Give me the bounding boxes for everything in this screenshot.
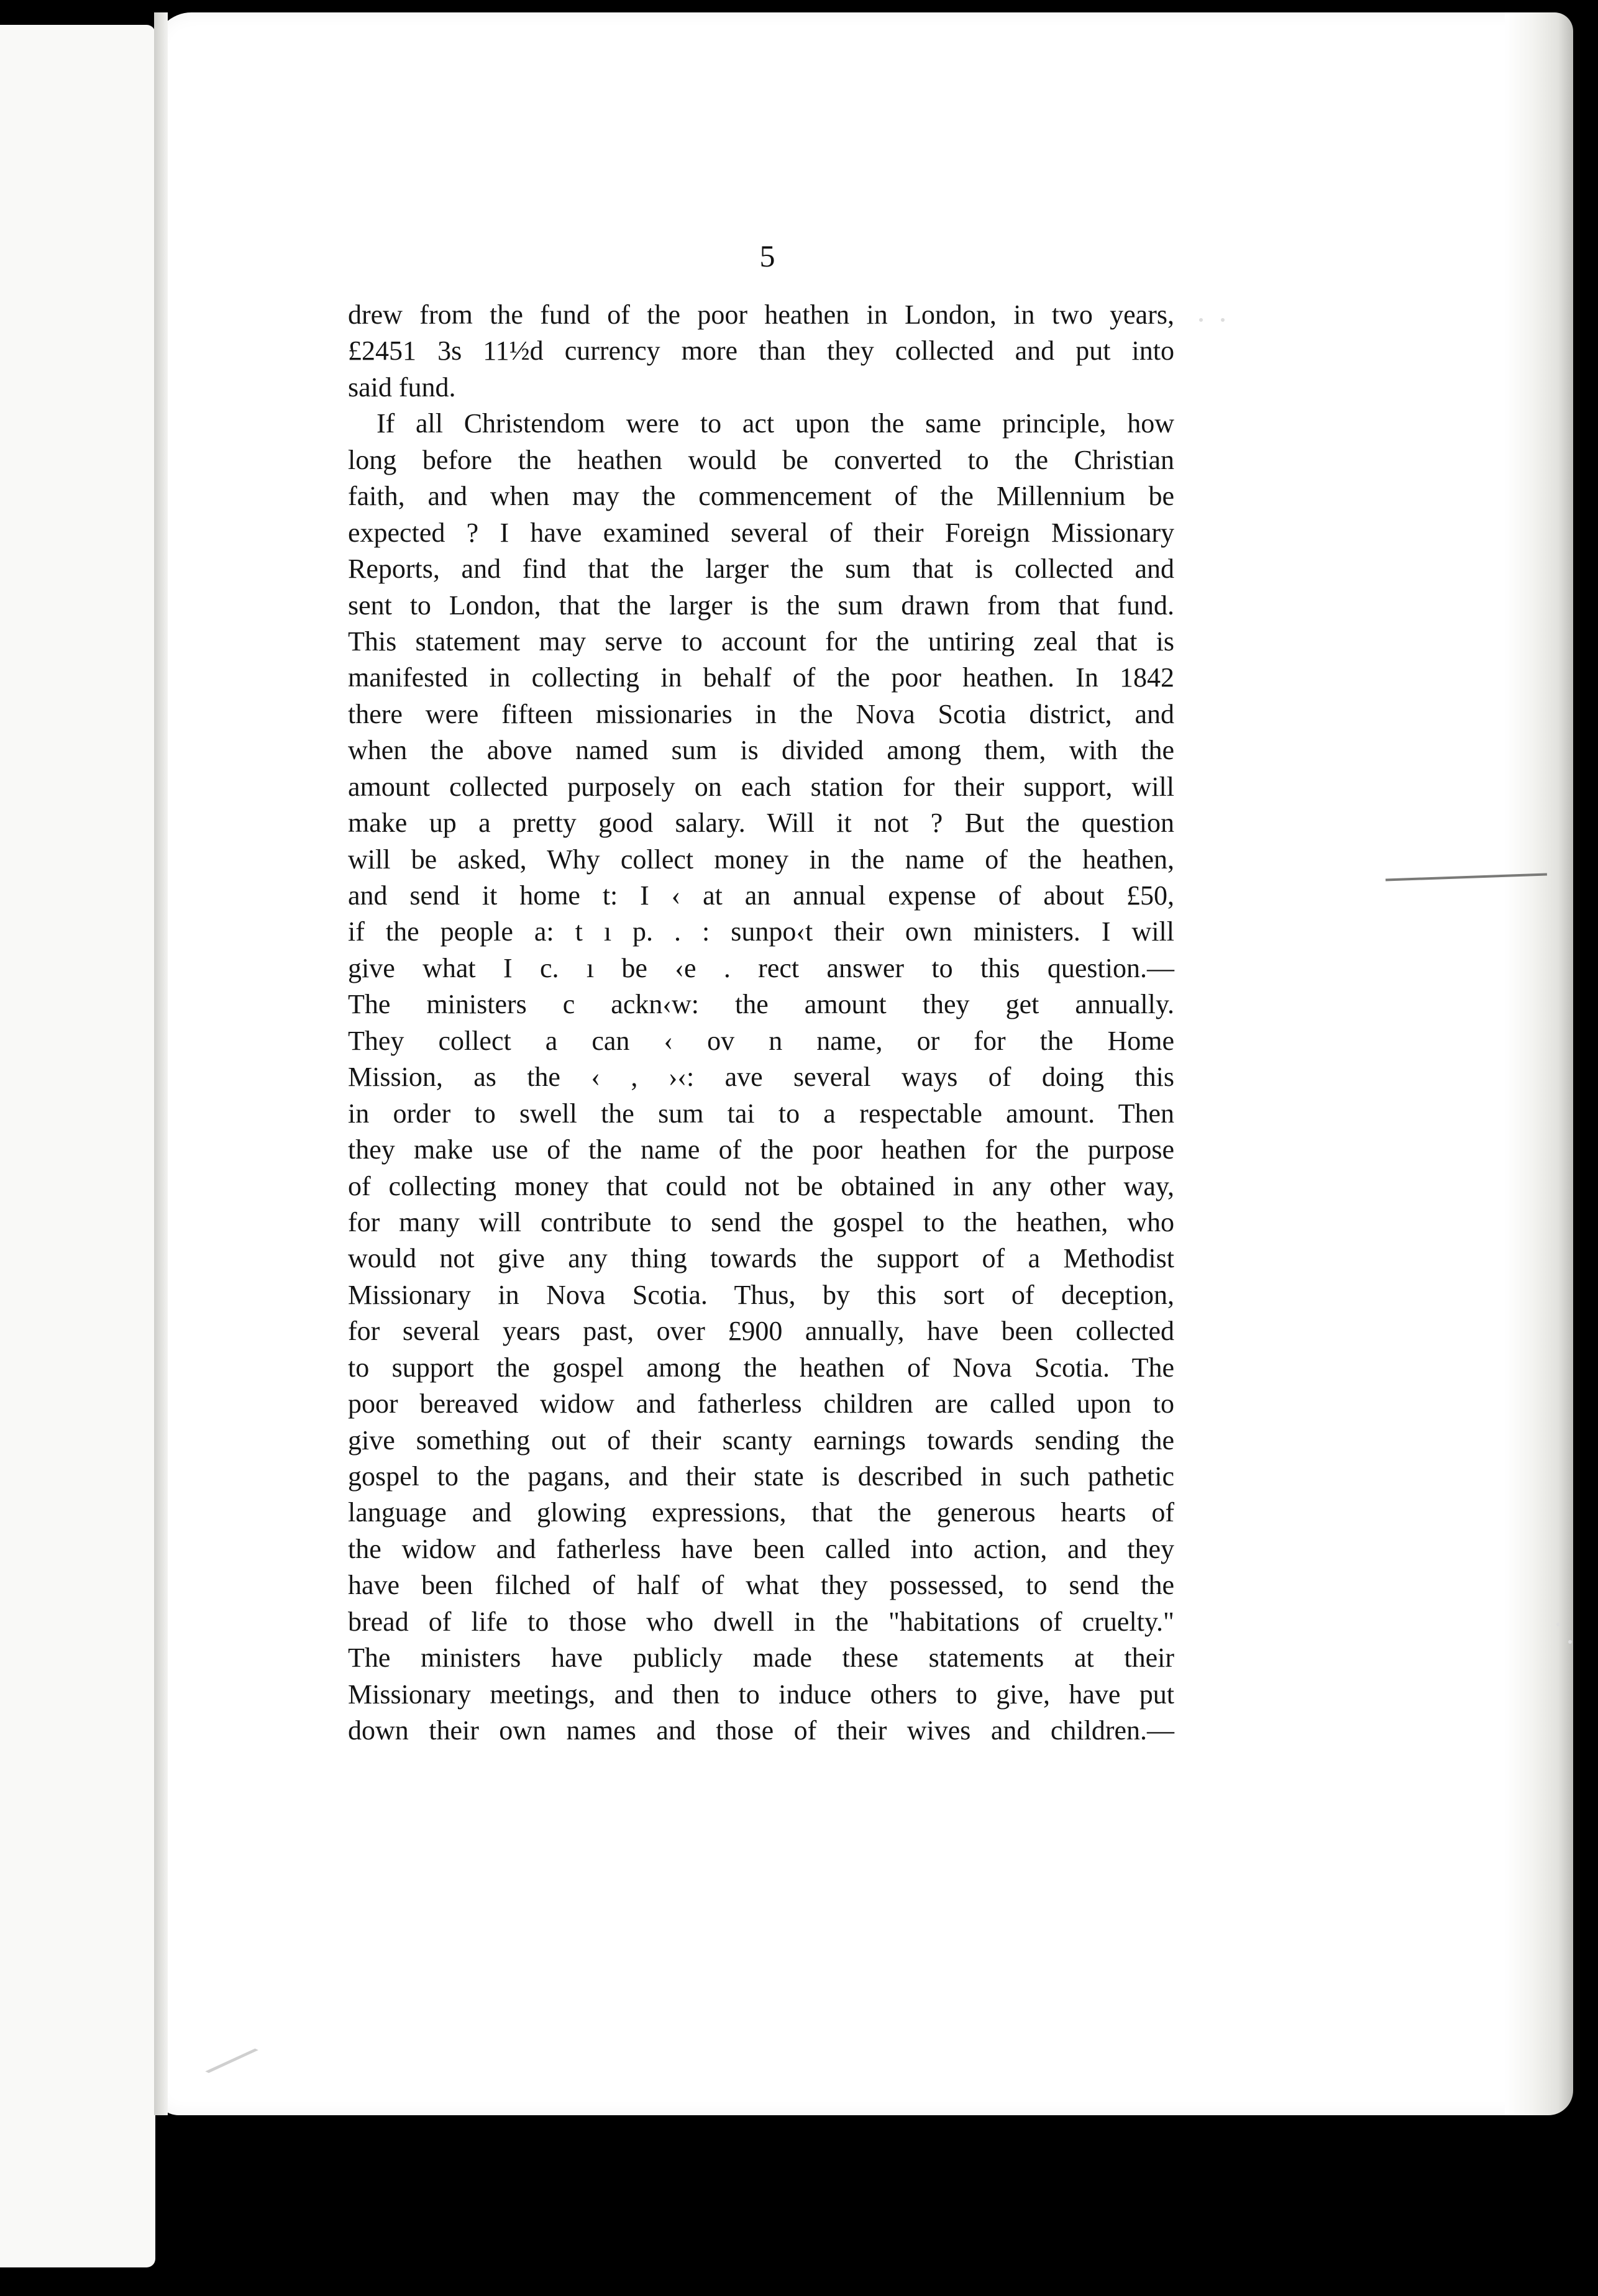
text-line: if the people a: t ı p. . : sunpo‹t their own ministers. I will (348, 916, 1174, 947)
text-line: expected ? I have examined several of their Foreign Missionary (348, 517, 1174, 548)
text-line: Missionary in Nova Scotia. Thus, by this sort of deception, (348, 1279, 1174, 1310)
body-text (348, 297, 1174, 1749)
text-line: of collecting money that could not be obtained in any other way, (348, 1170, 1174, 1201)
text-line: have been filched of half of what they possessed, to send the (348, 1570, 1174, 1601)
text-line: Mission, as the ‹ , ›‹: ave several ways of doing this (348, 1062, 1174, 1093)
text-line: gospel to the pagans, and their state is described in such pathetic (348, 1461, 1174, 1492)
text-line: poor bereaved widow and fatherless children are called upon to (348, 1388, 1174, 1419)
page-gutter-shadow (154, 12, 168, 2115)
text-line: down their own names and those of their wives and children.— (348, 1715, 1174, 1746)
text-line: drew from the fund of the poor heathen in London, in two years, (348, 299, 1174, 330)
text-line: the widow and fatherless have been called into action, and they (348, 1533, 1174, 1564)
text-line: Reports, and find that the larger the sum that is collected and (348, 554, 1174, 585)
text-line: in order to swell the sum tai to a respectable amount. Then (348, 1098, 1174, 1129)
text-line: The ministers have publicly made these statements at their (348, 1642, 1174, 1674)
worn-page-edge (1505, 12, 1573, 2115)
text-line: there were fifteen missionaries in the Nova Scotia district, and (348, 698, 1174, 729)
text-line: make up a pretty good salary. Will it not ? But the question (348, 808, 1174, 839)
text-line: when the above named sum is divided among them, with the (348, 735, 1174, 766)
text-line: to support the gospel among the heathen of Nova Scotia. The (348, 1352, 1174, 1383)
text-line: said fund. (348, 371, 456, 403)
text-line: for several years past, over £900 annually, have been collected (348, 1316, 1174, 1347)
text-line: They collect a can ‹ ov n name, or for the Home (348, 1025, 1174, 1056)
text-line: amount collected purposely on each station for their support, will (348, 771, 1174, 802)
text-line: language and glowing expressions, that the generous hearts of (348, 1497, 1174, 1528)
facing-page-edge (0, 25, 155, 2267)
text-line: £2451 3s 11½d currency more than they collected and put into (348, 335, 1174, 367)
text-line: bread of life to those who dwell in the "habitations of cruelty." (348, 1606, 1174, 1637)
text-line: Missionary meetings, and then to induce others to give, have put (348, 1679, 1174, 1710)
dust-speck (1568, 1640, 1572, 1644)
text-line: for many will contribute to send the gospel to the heathen, who (348, 1206, 1174, 1237)
text-line: faith, and when may the commencement of the Millennium be (348, 481, 1174, 512)
dust-speck (1199, 318, 1203, 322)
text-line: manifested in collecting in behalf of the poor heathen. In 1842 (348, 662, 1174, 693)
text-line: give what I c. ı be ‹e . rect answer to this question.— (348, 952, 1174, 983)
dust-speck (1556, 1623, 1560, 1626)
text-line: If all Christendom were to act upon the same principle, how (377, 408, 1174, 439)
text-line: long before the heathen would be converted to the Christian (348, 444, 1174, 475)
text-line: and send it home t: I ‹ at an annual expense of about £50, (348, 880, 1174, 911)
text-line: sent to London, that the larger is the sum drawn from that fund. (348, 590, 1174, 621)
text-line: This statement may serve to account for the untiring zeal that is (348, 626, 1174, 657)
text-line: they make use of the name of the poor heathen for the purpose (348, 1134, 1174, 1165)
page-number: 5 (759, 239, 775, 273)
dust-speck (1221, 318, 1225, 322)
text-line: will be asked, Why collect money in the name of the heathen, (348, 844, 1174, 875)
text-line: give something out of their scanty earnings towards sending the (348, 1424, 1174, 1456)
text-line: The ministers c ackn‹w: the amount they get annually. (348, 989, 1174, 1020)
text-line: would not give any thing towards the support of a Methodist (348, 1243, 1174, 1274)
pencil-mark: ⟋ (199, 2024, 263, 2100)
